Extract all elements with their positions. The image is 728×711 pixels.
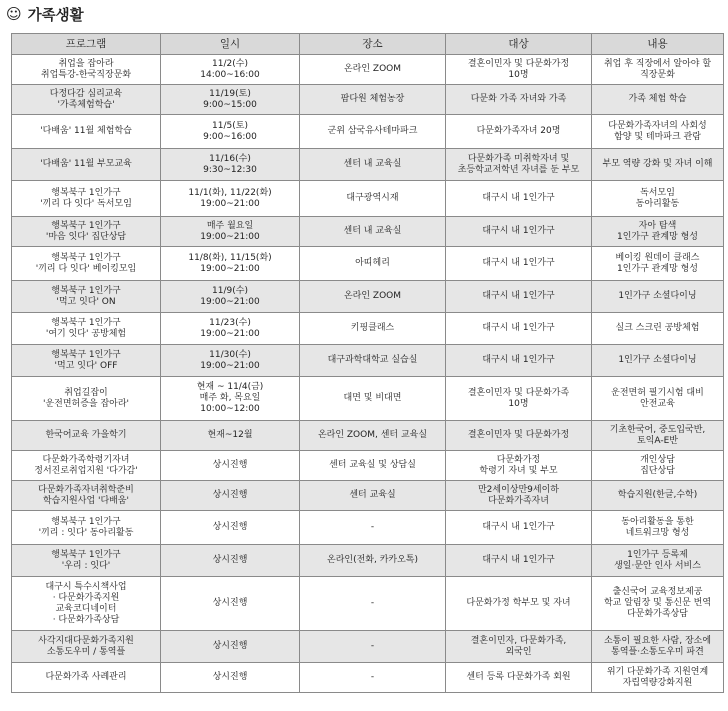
- program-table: [11, 33, 724, 693]
- cell-target: 결혼이민자 및 다문화가정 10명: [446, 55, 592, 85]
- table-row: [12, 115, 724, 149]
- table-body: [12, 55, 724, 693]
- cell-program: 행복북구 1인가구 '먹고 잇다' ON: [12, 281, 161, 313]
- table-row: [12, 345, 724, 377]
- cell-location: 군위 삼국유사테마파크: [300, 115, 446, 149]
- cell-content: 학습지원(한글,수학): [592, 481, 724, 511]
- cell-location: 팜다원 체험농장: [300, 85, 446, 115]
- cell-location: 대구광역시재: [300, 181, 446, 217]
- table-header-row: [12, 34, 724, 55]
- cell-program: 행복북구 1인가구 '끼리 다 잇다' 독서모임: [12, 181, 161, 217]
- cell-location: 대면 및 비대면: [300, 377, 446, 421]
- table-row: [12, 85, 724, 115]
- cell-program: 행복북구 1인가구 '먹고 잇다' OFF: [12, 345, 161, 377]
- cell-target: 다문화 가족 자녀와 가족: [446, 85, 592, 115]
- smiley-icon: ☺: [6, 5, 22, 23]
- cell-content: 가족 체험 학습: [592, 85, 724, 115]
- cell-datetime: 11/19(토) 9:00~15:00: [161, 85, 300, 115]
- cell-program: 취업길잡이 '운전면허증을 잡아라': [12, 377, 161, 421]
- cell-program: 다문화가족 사례관리: [12, 663, 161, 693]
- cell-content: 동아리활동을 통한 네트워크망 형성: [592, 511, 724, 545]
- cell-program: 행복북구 1인가구 '우리 : 잇다': [12, 545, 161, 577]
- cell-target: 대구시 내 1인가구: [446, 281, 592, 313]
- cell-location: 아띠헤리: [300, 247, 446, 281]
- cell-location: 온라인 ZOOM, 센터 교육실: [300, 421, 446, 451]
- table-row: [12, 577, 724, 631]
- table-row: [12, 217, 724, 247]
- column-header-target: 대상: [446, 34, 592, 55]
- cell-target: 대구시 내 1인가구: [446, 217, 592, 247]
- section-title-text: 가족생활: [27, 7, 84, 24]
- column-header-datetime: 일시: [161, 34, 300, 55]
- cell-program: 다문화가족학령기자녀 정서진로취업지원 '다가감': [12, 451, 161, 481]
- cell-program: 취업을 잡아라 취업특강-한국직장문화: [12, 55, 161, 85]
- cell-target: 결혼이민자, 다문화가족, 외국인: [446, 631, 592, 663]
- cell-program: 대구시 특수시책사업 · 다문화가족지원 교육코디네이터 · 다문화가족상담: [12, 577, 161, 631]
- cell-target: 다문화가정 학부모 및 자녀: [446, 577, 592, 631]
- cell-target: 센터 등록 다문화가족 회원: [446, 663, 592, 693]
- table-row: [12, 481, 724, 511]
- cell-datetime: 11/30(수) 19:00~21:00: [161, 345, 300, 377]
- cell-program: '다배움' 11월 부모교육: [12, 149, 161, 181]
- cell-content: 다문화가족자녀의 사회성 함양 및 테마파크 관람: [592, 115, 724, 149]
- cell-target: 대구시 내 1인가구: [446, 181, 592, 217]
- cell-location: 온라인(전화, 카카오톡): [300, 545, 446, 577]
- cell-datetime: 11/5(토) 9:00~16:00: [161, 115, 300, 149]
- cell-program: 행복북구 1인가구 '끼리 다 잇다' 베이킹모임: [12, 247, 161, 281]
- table-row: [12, 247, 724, 281]
- column-header-program: 프로그램: [12, 34, 161, 55]
- cell-program: 행복북구 1인가구 '끼리 : 잇다' 동아리활동: [12, 511, 161, 545]
- table-row: [12, 451, 724, 481]
- cell-content: 독서모임 동아리활동: [592, 181, 724, 217]
- table-row: [12, 631, 724, 663]
- cell-content: 운전면허 필기시험 대비 안전교육: [592, 377, 724, 421]
- table-row: [12, 377, 724, 421]
- cell-datetime: 상시진행: [161, 631, 300, 663]
- cell-location: -: [300, 511, 446, 545]
- table-row: [12, 149, 724, 181]
- table-row: [12, 55, 724, 85]
- cell-location: 온라인 ZOOM: [300, 281, 446, 313]
- table-row: [12, 421, 724, 451]
- cell-target: 대구시 내 1인가구: [446, 247, 592, 281]
- cell-content: 취업 후 직장에서 알아야 할 직장문화: [592, 55, 724, 85]
- table-row: [12, 511, 724, 545]
- column-header-content: 내용: [592, 34, 724, 55]
- table-row: [12, 663, 724, 693]
- cell-program: 다문화가족자녀취학준비 학습지원사업 '다배움': [12, 481, 161, 511]
- cell-content: 베이킹 원데이 클래스 1인가구 관계망 형성: [592, 247, 724, 281]
- cell-program: '다배움' 11월 체험학습: [12, 115, 161, 149]
- cell-location: -: [300, 577, 446, 631]
- cell-content: 소통이 필요한 사람, 장소에 통역플·소통도우미 파견: [592, 631, 724, 663]
- cell-datetime: 11/23(수) 19:00~21:00: [161, 313, 300, 345]
- cell-content: 부모 역량 강화 및 자녀 이해: [592, 149, 724, 181]
- cell-location: 센터 내 교육실: [300, 217, 446, 247]
- cell-location: 온라인 ZOOM: [300, 55, 446, 85]
- cell-target: 결혼이민자 및 다문화가족 10명: [446, 377, 592, 421]
- cell-datetime: 매주 월요일 19:00~21:00: [161, 217, 300, 247]
- cell-datetime: 11/2(수) 14:00~16:00: [161, 55, 300, 85]
- cell-target: 만2세이상만9세이하 다문화가족자녀: [446, 481, 592, 511]
- cell-datetime: 11/1(화), 11/22(화) 19:00~21:00: [161, 181, 300, 217]
- cell-program: 한국어교육 가을학기: [12, 421, 161, 451]
- table-row: [12, 545, 724, 577]
- cell-target: 대구시 내 1인가구: [446, 545, 592, 577]
- cell-datetime: 11/8(화), 11/15(화) 19:00~21:00: [161, 247, 300, 281]
- table-row: [12, 313, 724, 345]
- cell-datetime: 상시진행: [161, 481, 300, 511]
- cell-target: 대구시 내 1인가구: [446, 511, 592, 545]
- cell-program: 다정다감 심리교육 '가족체험학습': [12, 85, 161, 115]
- cell-datetime: 상시진행: [161, 451, 300, 481]
- cell-program: 행복북구 1인가구 '여기 잇다' 공방체험: [12, 313, 161, 345]
- cell-content: 실크 스크린 공방체험: [592, 313, 724, 345]
- table-row: [12, 181, 724, 217]
- cell-target: 결혼이민자 및 다문화가정: [446, 421, 592, 451]
- table-row: [12, 281, 724, 313]
- cell-datetime: 현재~12월: [161, 421, 300, 451]
- cell-target: 다문화가정 학령기 자녀 및 부모: [446, 451, 592, 481]
- cell-datetime: 상시진행: [161, 545, 300, 577]
- cell-location: 센터 내 교육실: [300, 149, 446, 181]
- section-title: [6, 3, 84, 25]
- cell-target: 대구시 내 1인가구: [446, 345, 592, 377]
- cell-target: 다문화가족 미취학자녀 및 초등학교저학년 자녀를 둔 부모: [446, 149, 592, 181]
- column-header-location: 장소: [300, 34, 446, 55]
- cell-location: -: [300, 663, 446, 693]
- cell-datetime: 상시진행: [161, 663, 300, 693]
- cell-target: 다문화가족자녀 20명: [446, 115, 592, 149]
- cell-program: 사각지대다문화가족지원 소통도우미 / 통역플: [12, 631, 161, 663]
- cell-content: 출신국어 교육정보제공 학교 알림장 및 통신문 번역 다문화가족상담: [592, 577, 724, 631]
- cell-datetime: 상시진행: [161, 577, 300, 631]
- cell-content: 1인가구 등록제 생일·문안 인사 서비스: [592, 545, 724, 577]
- cell-location: 센터 교육실: [300, 481, 446, 511]
- cell-datetime: 현재 ~ 11/4(금) 매주 화, 목요일 10:00~12:00: [161, 377, 300, 421]
- cell-content: 개인상담 집단상담: [592, 451, 724, 481]
- cell-location: -: [300, 631, 446, 663]
- cell-content: 자아 탐색 1인가구 관계망 형성: [592, 217, 724, 247]
- cell-content: 기초한국어, 중도입국반, 토익A-E반: [592, 421, 724, 451]
- cell-content: 1인가구 소셜다이닝: [592, 281, 724, 313]
- cell-content: 1인가구 소셜다이닝: [592, 345, 724, 377]
- cell-datetime: 11/9(수) 19:00~21:00: [161, 281, 300, 313]
- cell-target: 대구시 내 1인가구: [446, 313, 592, 345]
- cell-location: 키핑클래스: [300, 313, 446, 345]
- cell-datetime: 상시진행: [161, 511, 300, 545]
- cell-location: 대구과학대학교 실습실: [300, 345, 446, 377]
- cell-location: 센터 교육실 및 상담실: [300, 451, 446, 481]
- cell-content: 위기 다문화가족 지원연계 자립역량강화지원: [592, 663, 724, 693]
- cell-datetime: 11/16(수) 9:30~12:30: [161, 149, 300, 181]
- cell-program: 행복북구 1인가구 '마음 잇다' 집단상담: [12, 217, 161, 247]
